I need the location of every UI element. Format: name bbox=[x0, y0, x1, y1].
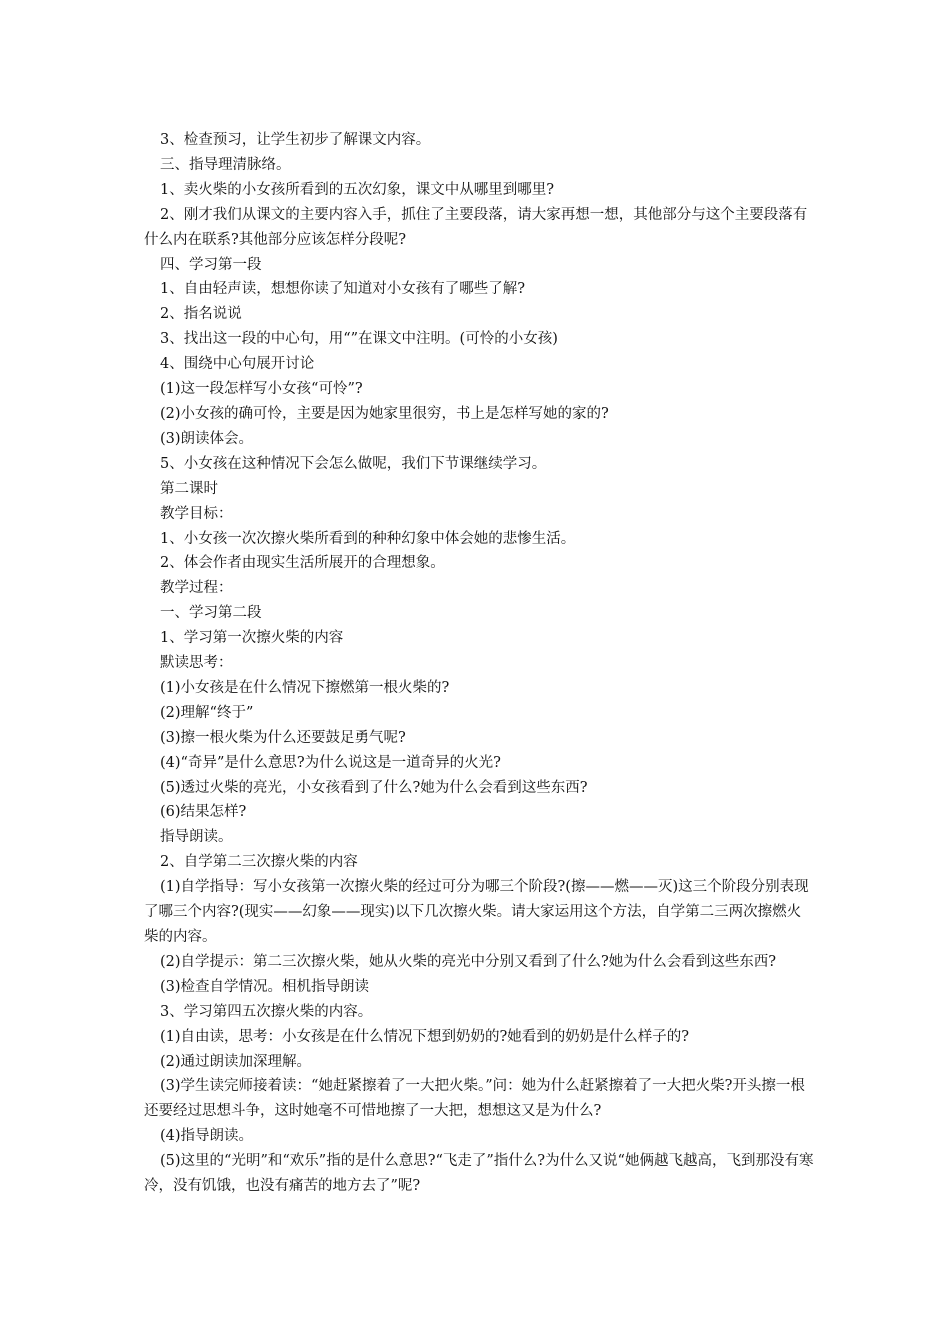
paragraph: 1、自由轻声读，想想你读了知道对小女孩有了哪些了解? bbox=[160, 281, 525, 298]
paragraph: (2)理解“终于” bbox=[160, 704, 254, 721]
paragraph: 2、自学第二三次擦火柴的内容 bbox=[160, 854, 358, 871]
paragraph: 教学目标： bbox=[160, 505, 233, 522]
paragraph: (3)擦一根火柴为什么还要鼓足勇气呢? bbox=[160, 729, 406, 746]
paragraph: (2)小女孩的确可怜，主要是因为她家里很穷，书上是怎样写她的家的? bbox=[160, 405, 609, 422]
paragraph: 3、检查预习，让学生初步了解课文内容。 bbox=[160, 132, 431, 148]
paragraph: (1)自学指导：写小女孩第一次擦火柴的经过可分为哪三个阶段?(擦——燃——灭)这三个阶段分别表现了哪三个内容?(现实——幻象——现实)以下几次擦火柴。请大家运用这个方法，自学第二三两次擦燃火柴的内容。 bbox=[144, 879, 809, 945]
paragraph: 三、指导理清脉络。 bbox=[160, 156, 291, 173]
paragraph: 2、体会作者由现实生活所展开的合理想象。 bbox=[160, 555, 445, 572]
paragraph: (3)学生读完师接着读：“她赶紧擦着了一大把火柴。”问：她为什么赶紧擦着了一大把火柴?开头擦一根还要经过思想斗争，这时她毫不可惜地擦了一大把，想想这又是为什么? bbox=[144, 1078, 805, 1120]
paragraph: 3、找出这一段的中心句，用“”在课文中注明。(可怜的小女孩) bbox=[160, 331, 558, 348]
paragraph: 一、学习第二段 bbox=[160, 605, 262, 622]
document-body bbox=[144, 128, 814, 1199]
paragraph: (2)自学提示：第二三次擦火柴，她从火柴的亮光中分别又看到了什么?她为什么会看到这些东西? bbox=[160, 953, 777, 970]
paragraph: 5、小女孩在这种情况下会怎么做呢，我们下节课继续学习。 bbox=[160, 455, 547, 472]
paragraph: 默读思考： bbox=[160, 655, 233, 672]
paragraph: (2)通过朗读加深理解。 bbox=[160, 1053, 312, 1070]
paragraph: 1、小女孩一次次擦火柴所看到的种种幻象中体会她的悲惨生活。 bbox=[160, 530, 576, 547]
paragraph: (3)检查自学情况。相机指导朗读 bbox=[160, 978, 370, 995]
paragraph: 第二课时 bbox=[160, 480, 218, 497]
paragraph: (1)自由读，思考：小女孩是在什么情况下想到奶奶的?她看到的奶奶是什么样子的? bbox=[160, 1028, 690, 1045]
paragraph: 指导朗读。 bbox=[160, 829, 233, 846]
paragraph: (1)小女孩是在什么情况下擦燃第一根火柴的? bbox=[160, 679, 450, 696]
paragraph: 4、围绕中心句展开讨论 bbox=[160, 356, 315, 373]
paragraph: (5)这里的“光明”和“欢乐”指的是什么意思?“飞走了”指什么?为什么又说“她俩越飞越高，飞到那没有寒冷，没有饥饿，也没有痛苦的地方去了”呢? bbox=[144, 1153, 814, 1195]
paragraph: (4)“奇异”是什么意思?为什么说这是一道奇异的火光? bbox=[160, 754, 501, 771]
paragraph: (5)透过火柴的亮光，小女孩看到了什么?她为什么会看到这些东西? bbox=[160, 779, 588, 796]
paragraph: (6)结果怎样? bbox=[160, 804, 247, 821]
paragraph: 1、卖火柴的小女孩所看到的五次幻象，课文中从哪里到哪里? bbox=[160, 181, 554, 198]
paragraph: 2、指名说说 bbox=[160, 306, 242, 323]
paragraph: (1)这一段怎样写小女孩“可怜”? bbox=[160, 381, 363, 398]
paragraph: 教学过程： bbox=[160, 580, 233, 597]
paragraph: 2、刚才我们从课文的主要内容入手，抓住了主要段落，请大家再想一想，其他部分与这个主要段落有什么内在联系?其他部分应该怎样分段呢? bbox=[144, 206, 808, 248]
paragraph: 四、学习第一段 bbox=[160, 256, 262, 273]
paragraph: (3)朗读体会。 bbox=[160, 430, 254, 447]
paragraph: (4)指导朗读。 bbox=[160, 1128, 254, 1145]
paragraph: 3、学习第四五次擦火柴的内容。 bbox=[160, 1003, 373, 1020]
paragraph: 1、学习第一次擦火柴的内容 bbox=[160, 630, 344, 647]
